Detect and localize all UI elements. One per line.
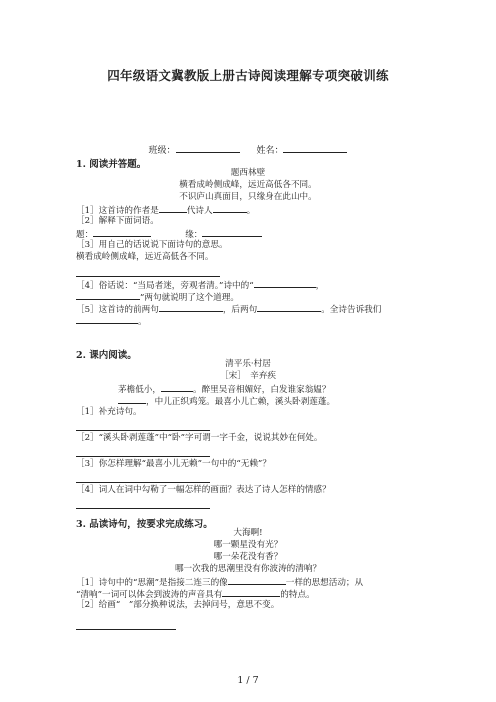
q-text: ［1］这首诗的作者是 [76,206,159,216]
poem-3-line-3: 哪一朵花没有香？ [213,552,283,562]
answer-blank[interactable] [202,228,262,237]
class-blank[interactable] [176,143,240,153]
s1-question-3: ［3］用自己的话说说下面诗句的意思。 [76,240,228,250]
s2-question-4: ［4］词人在词中勾勒了一幅怎样的画面？表达了诗人怎样的情感？ [76,485,331,495]
s1-question-3-line: 横看成岭侧成峰，远近高低各不同。 [76,252,214,262]
poem-1-line-2: 不识庐山真面目，只缘身在此山中。 [179,192,317,202]
answer-line[interactable] [76,276,220,277]
answer-blank[interactable] [118,395,146,404]
answer-blank[interactable] [257,303,321,312]
s1-question-2: ［2］解释下面词语。 [76,216,159,226]
poem-3-line-2: 哪一颗星没有光？ [213,540,283,550]
answer-blank[interactable] [228,576,286,585]
poem-text: 。醉里吴音相媚好，白发谁家翁媪？ [192,385,331,395]
q-text: ［4］俗话说：“当局者迷，旁观者清。”诗中的“ [76,281,254,291]
answer-blank[interactable] [161,383,193,392]
s3-question-2: ［2］给画“ ”部分换种说法，去掉问号，意思不变。 [76,600,280,610]
answer-blank[interactable] [254,279,316,288]
answer-blank[interactable] [93,228,151,237]
class-label: 班级： [148,146,176,156]
answer-line[interactable] [76,430,210,431]
poem-text: ，中儿正织鸡笼。最喜小儿亡赖，溪头卧剥莲蓬。 [146,397,336,407]
section-2-heading: 2. 课内阅读。 [76,350,137,361]
poem-2-author: ［宋］ 辛弃疾 [220,371,276,381]
poem-2-title: 清平乐·村居 [225,359,271,369]
poem-1-line-1: 横看成岭侧成峰，远近高低各不同。 [179,180,317,190]
q-text: ”两句就说明了这个道理。 [140,293,239,303]
s2-question-1: ［1］补充诗句。 [76,407,142,417]
poem-3-line-1: 大海啊! [233,528,263,538]
s2-question-3: ［3］你怎样理解“最喜小儿无赖”一句中的“无赖”？ [76,459,271,469]
answer-blank[interactable] [213,204,247,213]
poem-3-line-4: 哪一次我的思潮里没有你波涛的清响？ [174,564,322,574]
poem-1-title: 题西林壁 [230,168,266,178]
q-text: ，后两句 [222,305,258,315]
name-blank[interactable] [283,143,347,153]
answer-blank[interactable] [76,315,138,324]
page-number: 1 / 7 [237,675,259,686]
q-text: ［5］这首诗的前两句 [76,305,159,315]
answer-line[interactable] [76,482,210,483]
q-text: “清响”一词可以体会到波涛的声音具有 [76,590,223,600]
term-yuan: 缘： [185,230,203,240]
q-text: 代诗人 [186,206,213,216]
answer-line[interactable] [76,508,210,509]
student-info [0,143,496,156]
page-title: 四年级语文冀教版上册古诗阅读理解专项突破训练 [107,68,389,83]
s1-question-5-cont [76,315,147,328]
q-text: 一样的思想活动；从 [285,578,364,588]
q-text: ［1］诗句中的“思潮”是指接二连三的像 [76,578,228,588]
q-text: 的特点。 [280,590,315,600]
answer-blank[interactable] [76,291,140,300]
section-3-heading: 3. 品读诗句，按要求完成练习。 [76,519,213,530]
section-1-heading: 1. 阅读并答题。 [76,159,147,170]
s2-question-2: ［2］“溪头卧剥莲蓬”中“卧”字可谓一字千金，说说其妙在何处。 [76,433,323,443]
answer-blank[interactable] [159,204,187,213]
q-text: ， [315,281,325,291]
poem-2-line-2 [118,395,335,408]
poem-text: 茅檐低小， [118,385,161,395]
name-label: 姓名： [256,146,284,156]
answer-line[interactable] [76,456,210,457]
answer-blank[interactable] [222,588,280,597]
q-text: 。 [138,317,147,327]
q-text: 。全诗告诉我们 [321,305,382,315]
q-text: 。 [246,206,256,216]
answer-blank[interactable] [159,303,223,312]
answer-line[interactable] [76,629,176,630]
term-ti: 题： [76,230,94,240]
